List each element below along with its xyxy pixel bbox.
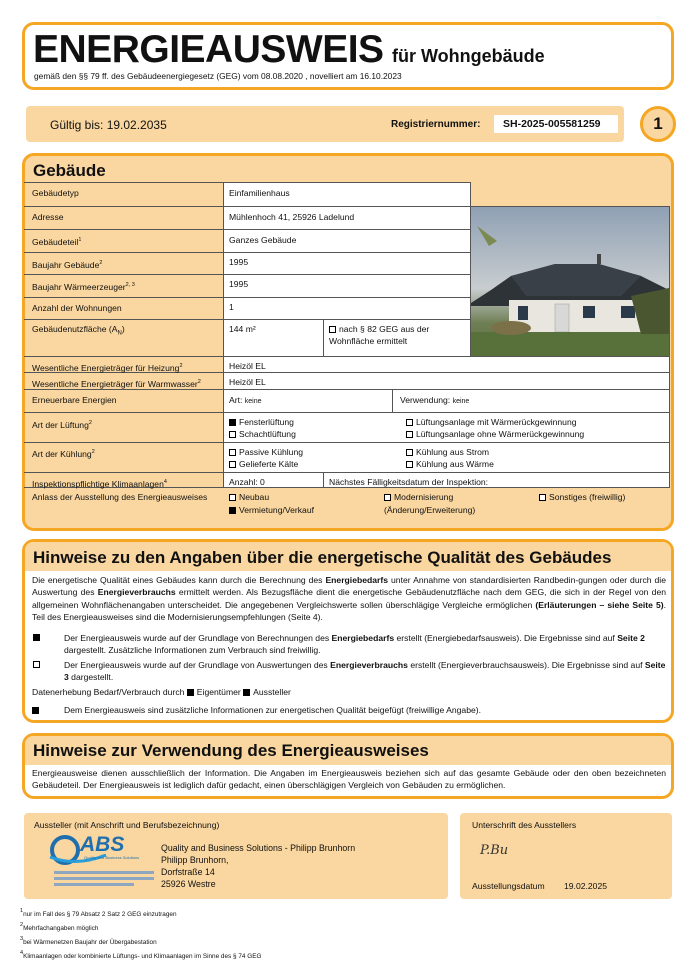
checkbox-checked-icon — [187, 689, 194, 696]
valid-until: Gültig bis: 19.02.2035 — [50, 118, 167, 132]
label-carrier-hotwater: Wesentliche Energieträger für Warmwasser$^2$ — [32, 379, 201, 389]
label-building-type: Gebäudetyp — [32, 188, 79, 198]
area-note-checkbox[interactable]: nach § 82 GEG aus der Wohnfläche ermittelt — [329, 324, 430, 346]
issuer-logo — [46, 835, 161, 891]
label-dwelling-count: Anzahl der Wohnungen — [32, 303, 122, 313]
document-subtitle: für Wohngebäude — [392, 46, 545, 66]
label-heater-year: Baujahr Wärmeerzeuger$^{2, 3}$ — [32, 282, 135, 292]
value-address: Mühlenhoch 41, 25926 Ladelund — [229, 212, 355, 222]
label-renewables: Erneuerbare Energien — [32, 395, 117, 405]
reason-rent-sale[interactable]: Vermietung/Verkauf — [229, 504, 314, 516]
issue-date-label: Ausstellungsdatum — [472, 881, 545, 891]
label-carrier-heating: Wesentliche Energieträger für Heizung$^2$ — [32, 363, 183, 373]
checkbox-icon — [33, 661, 40, 668]
reason-other[interactable]: Sonstiges (freiwillig) — [539, 491, 625, 503]
cool-heat[interactable]: Kühlung aus Wärme — [406, 458, 494, 470]
value-dwelling-count: 1 — [229, 302, 234, 312]
quality-notes-paragraph: Die energetische Qualität eines Gebäudes kann durch die Berechnung des Energiebedarfs unter Annahme von standardisierten Randbedin-gungen oder durch die Auswertung des Energieverbrauchs ermittelt werden. Als Bezugsfläche dient die energetische Gebäudenutzfläche nach dem GEG, die sich in der Regel von den allgemeinen Wohnflächenangaben unterscheidet. Die angegebenen Vergleichswerte sollen überschlägige Vergleiche ermöglichen (Erläuterungen – siehe Seite 5). Teil des Energieausweises sind die Modernisierungsempfehlungen (Seite 4). — [32, 575, 666, 623]
usage-text: Energieausweise dienen ausschließlich der Information. Die Angaben im Energieausweis beziehen sich auf das gesamte Gebäude oder den oben bezeichneten Gebäudeteil. Der Energieausweis ist lediglich dafür gedacht, einen überschlägigen Vergleich von Gebäuden zu ermöglichen. — [32, 768, 666, 791]
label-usable-area: Gebäudenutzfläche $(A_N)$ — [32, 324, 125, 337]
bullet-additional-info: Dem Energieausweis sind zusätzliche Informationen zur energetischen Qualität beigefügt (freiwillige Angabe). — [32, 704, 481, 716]
checkbox-icon — [406, 461, 413, 468]
bullet-demand: Der Energieausweis wurde auf der Grundlage von Berechnungen des Energiebedarfs erstellt (Energiebedarfsausweis). Die Ergebnisse sind auf Seite 2 dargestellt. Zusätzliche Informationen zum Verbrauch sind freiwillig. — [32, 632, 666, 657]
cool-electric[interactable]: Kühlung aus Strom — [406, 446, 489, 458]
cool-delivered[interactable]: Gelieferte Kälte — [229, 458, 298, 470]
label-address: Adresse — [32, 212, 64, 222]
checkbox-checked-icon — [229, 507, 236, 514]
checkbox-icon — [406, 419, 413, 426]
cool-passive[interactable]: Passive Kühlung — [229, 446, 303, 458]
building-photo — [471, 206, 669, 356]
value-construction-year: 1995 — [229, 257, 249, 267]
reason-modernisation-detail: (Änderung/Erweiterung) — [384, 505, 476, 515]
checkbox-icon — [229, 494, 236, 501]
checkbox-icon — [384, 494, 391, 501]
footnote-4: $^4$Klimaanlagen oder kombinierte Lüftungs- und Klimaanlagen im Sinne des § 74 GEG — [20, 950, 262, 960]
label-issue-reason: Anlass der Ausstellung des Energieausweises — [32, 492, 208, 502]
label-ventilation: Art der Lüftung$^2$ — [32, 420, 92, 430]
registration-label: Registriernummer: — [391, 119, 481, 130]
vent-without-recovery[interactable]: Lüftungsanlage ohne Wärmerückgewinnung — [406, 428, 584, 440]
issuer-street: Dorfstraße 14 — [161, 867, 215, 877]
footnotes — [20, 906, 261, 962]
checkbox-icon — [406, 449, 413, 456]
checkbox-checked-icon — [33, 634, 40, 641]
checkbox-icon — [406, 431, 413, 438]
reason-modernisation[interactable]: Modernisierung — [384, 491, 453, 503]
signature: P.Bu — [480, 843, 509, 858]
value-building-type: Einfamilienhaus — [229, 188, 290, 198]
ac-next-inspection: Nächstes Fälligkeitsdatum der Inspektion: — [329, 477, 489, 487]
checkbox-checked-icon — [229, 419, 236, 426]
quality-notes-title: Hinweise zu den Angaben über die energetische Qualität des Gebäudes — [33, 548, 612, 567]
issuer-box — [24, 813, 448, 899]
footnote-1: $^1$nur im Fall des § 79 Absatz 2 Satz 2 GEG einzutragen — [20, 908, 177, 918]
label-cooling: Art der Kühlung$^2$ — [32, 449, 95, 459]
issuer-name: Philipp Brunhorn, — [161, 855, 229, 865]
registration-number: SH-2025-005581259 — [494, 115, 618, 133]
data-collection: Datenerhebung Bedarf/Verbrauch durch Eigentümer Aussteller — [32, 687, 291, 697]
checkbox-icon — [229, 449, 236, 456]
validity-bar — [26, 106, 624, 142]
house-illustration — [471, 206, 669, 356]
vent-shaft[interactable]: Schachtlüftung — [229, 428, 296, 440]
issuer-label: Aussteller (mit Anschrift und Berufsbezeichnung) — [34, 820, 220, 830]
issuer-company: Quality and Business Solutions - Philipp Brunhorn — [161, 843, 356, 853]
page-number: 1 — [640, 106, 676, 142]
value-heater-year: 1995 — [229, 279, 249, 289]
checkbox-checked-icon — [32, 707, 39, 714]
value-carrier-hotwater: Heizöl EL — [229, 377, 266, 387]
issue-date: 19.02.2025 — [564, 881, 608, 891]
document-title: ENERGIEAUSWEIS — [33, 28, 384, 71]
issuer-address — [161, 842, 355, 890]
reason-new-build[interactable]: Neubau — [229, 491, 269, 503]
vent-window[interactable]: Fensterlüftung — [229, 416, 294, 428]
header-box — [22, 22, 674, 90]
signature-box — [460, 813, 672, 899]
label-construction-year: Baujahr Gebäude$^2$ — [32, 260, 103, 270]
label-ac-systems: Inspektionspflichtige Klimaanlagen$^4$ — [32, 479, 167, 489]
label-building-part: Gebäudeteil$^1$ — [32, 237, 82, 247]
renewables-type: Art: keine — [229, 395, 262, 405]
checkbox-icon — [539, 494, 546, 501]
ac-count: Anzahl: 0 — [229, 477, 265, 487]
value-carrier-heating: Heizöl EL — [229, 361, 266, 371]
value-building-part: Ganzes Gebäude — [229, 235, 297, 245]
footnote-3: $^3$bei Wärmenetzen Baujahr der Übergabestation — [20, 936, 157, 946]
checkbox-icon — [229, 461, 236, 468]
logo-text: ABS — [80, 833, 125, 856]
signature-label: Unterschrift des Ausstellers — [472, 820, 577, 830]
value-usable-area: 144 m² — [229, 324, 256, 334]
checkbox-icon — [229, 431, 236, 438]
logo-subtext: Quality and Business Solutions — [84, 855, 140, 860]
legal-basis: gemäß den §§ 79 ff. des Gebäudeenergiegesetz (GEG) vom 08.08.2020 , novelliert am 16.10.2023 — [34, 71, 402, 81]
renewables-use: Verwendung: keine — [400, 395, 470, 405]
vent-with-recovery[interactable]: Lüftungsanlage mit Wärmerückgewinnung — [406, 416, 577, 428]
bullet-consumption: Der Energieausweis wurde auf der Grundlage von Auswertungen des Energieverbrauchs erstellt (Energieverbrauchsausweis). Die Ergebnisse sind auf Seite 3 dargestellt. — [32, 659, 666, 684]
checkbox-checked-icon — [243, 689, 250, 696]
issuer-city: 25926 Westre — [161, 879, 216, 889]
footnote-2: $^2$Mehrfachangaben möglich — [20, 922, 99, 932]
usage-title: Hinweise zur Verwendung des Energieausweises — [33, 741, 429, 760]
checkbox-icon — [329, 326, 336, 333]
building-title: Gebäude — [33, 161, 106, 180]
